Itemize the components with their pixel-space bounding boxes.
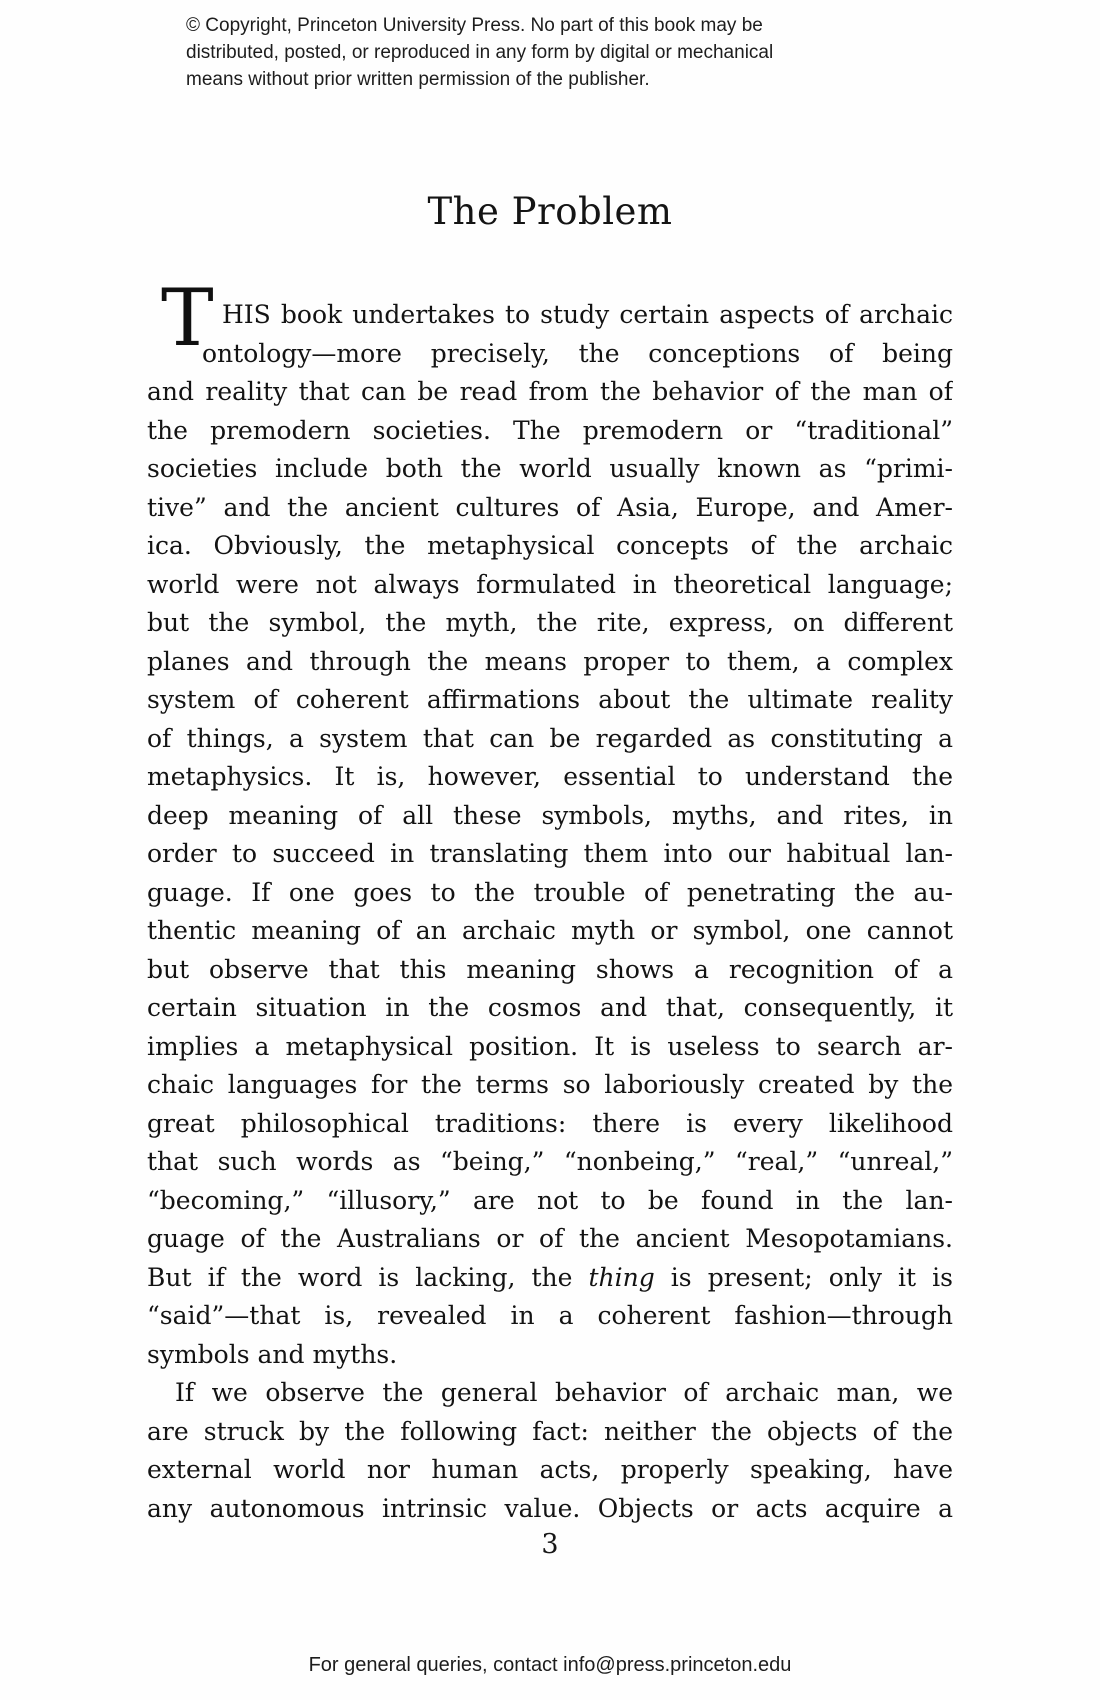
body-line: “said”—that is, revealed in a coherent fashion—through (147, 1301, 953, 1330)
body-line: are struck by the following fact: neither the objects of the (147, 1416, 953, 1446)
body-line: HIS book undertakes to study certain aspects of archaic (222, 300, 953, 329)
body-line: ontology—more precisely, the conceptions of being (202, 338, 953, 368)
body-line: ica. Obviously, the metaphysical concepts of the archaic (147, 531, 953, 560)
copyright-line: © Copyright, Princeton University Press. No part of this book may be (186, 15, 763, 36)
body-line: order to succeed in translating them into our habitual lan- (147, 839, 953, 868)
footer-contact-text: For general queries, contact info@press.princeton.edu (308, 1654, 792, 1676)
body-line: implies a metaphysical position. It is useless to search ar- (147, 1031, 953, 1061)
body-line: but observe that this meaning shows a recognition of a (147, 954, 953, 984)
body-line: and reality that can be read from the behavior of the man of (147, 377, 953, 406)
body-line: great philosophical traditions: there is every likelihood (147, 1108, 953, 1138)
body-line: But if the word is lacking, the thing is present; only it is (147, 1262, 953, 1292)
body-line: world were not always formulated in theoretical language; (147, 569, 953, 599)
body-line: any autonomous intrinsic value. Objects or acts acquire a (147, 1493, 953, 1523)
body-line: that such words as “being,” “nonbeing,” “real,” “unreal,” (147, 1147, 953, 1176)
body-line: If we observe the general behavior of archaic man, we (175, 1378, 953, 1407)
body-line: external world nor human acts, properly speaking, have (147, 1455, 953, 1484)
body-line: guage. If one goes to the trouble of penetrating the au- (147, 877, 953, 907)
body-line: deep meaning of all these symbols, myths, and rites, in (147, 800, 953, 830)
page-number: 3 (541, 1529, 559, 1560)
copyright-notice (186, 12, 866, 93)
body-line: societies include both the world usually known as “primi- (147, 454, 953, 483)
body-line: system of coherent affirmations about the ultimate reality (147, 685, 953, 714)
body-line: thentic meaning of an archaic myth or symbol, one cannot (147, 916, 953, 945)
body-line: planes and through the means proper to them, a complex (147, 646, 953, 676)
body-line: tive” and the ancient cultures of Asia, Europe, and Amer- (147, 492, 953, 522)
body-line: metaphysics. It is, however, essential to understand the (147, 762, 953, 791)
body-line: certain situation in the cosmos and that, consequently, it (147, 993, 953, 1022)
body-line: the premodern societies. The premodern or “traditional” (147, 415, 953, 445)
body-text (147, 272, 953, 1528)
copyright-line: distributed, posted, or reproduced in any form by digital or mechanical (186, 42, 774, 63)
body-line: but the symbol, the myth, the rite, express, on different (147, 608, 953, 637)
body-line: symbols and myths. (147, 1339, 398, 1369)
drop-cap-letter: T (161, 272, 214, 364)
body-line: guage of the Australians or of the ancient Mesopotamians. (147, 1224, 953, 1253)
copyright-line: means without prior written permission of the publisher. (186, 69, 650, 90)
body-line: of things, a system that can be regarded as constituting a (147, 723, 953, 753)
body-line: “becoming,” “illusory,” are not to be found in the lan- (147, 1185, 953, 1215)
body-line: chaic languages for the terms so laboriously created by the (147, 1070, 953, 1099)
page-title: The Problem (427, 190, 673, 233)
